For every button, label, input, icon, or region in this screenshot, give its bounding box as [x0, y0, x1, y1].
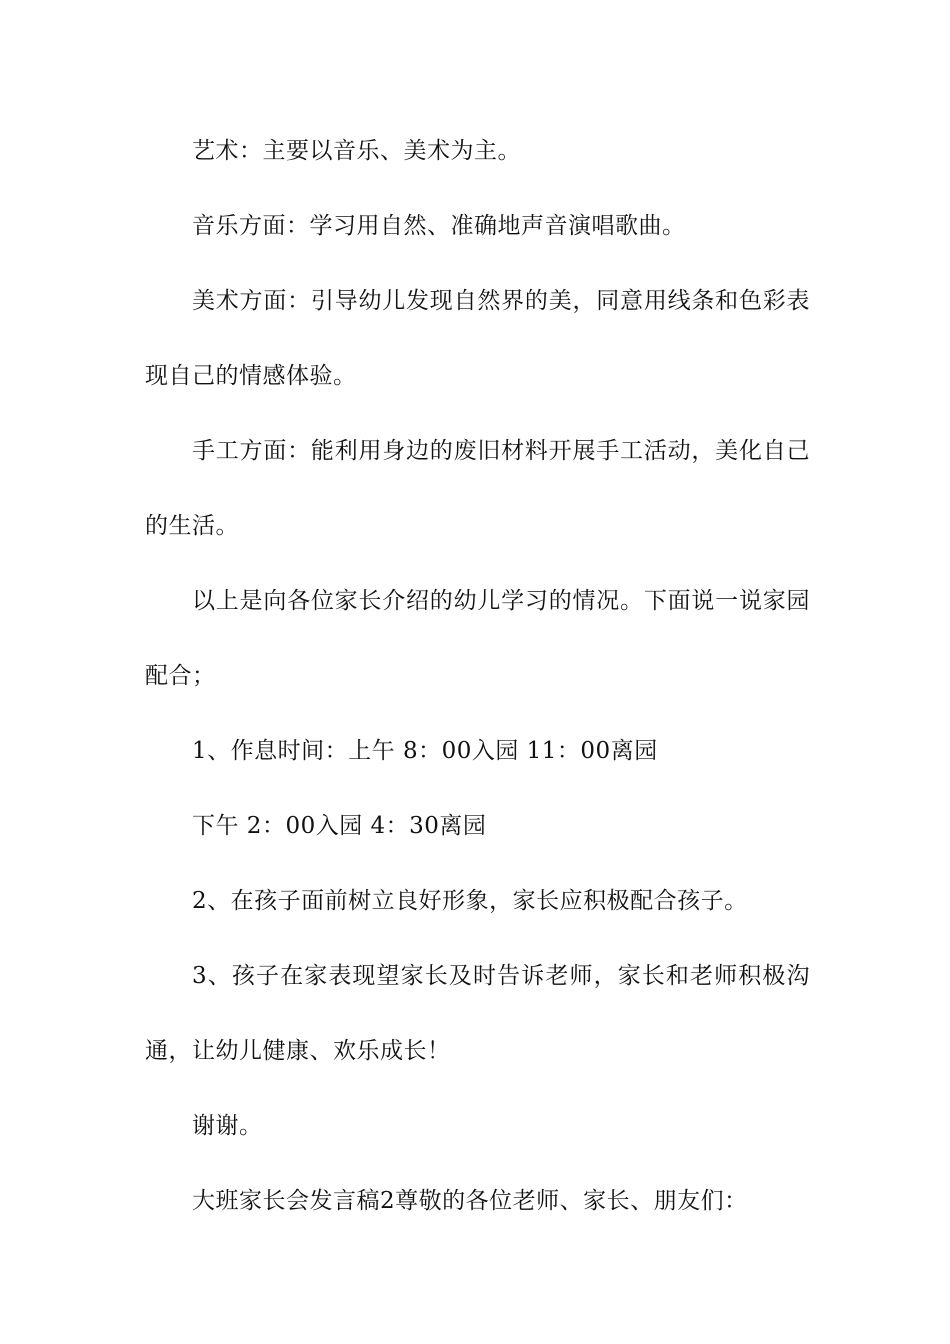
paragraph-speech-2-heading: 大班家长会发言稿2尊敬的各位老师、家长、朋友们：	[192, 1188, 748, 1214]
paragraph-art: 艺术：主要以音乐、美术为主。	[192, 138, 521, 164]
paragraph-handcraft: 手工方面：能利用身边的废旧材料开展手工活动，美化自己的生活。	[145, 438, 810, 539]
paragraph-role-model: 2、在孩子面前树立良好形象，家长应积极配合孩子。	[192, 888, 748, 914]
paragraph-schedule-afternoon: 下午 2：00入园 4：30离园	[192, 813, 487, 839]
paragraph-summary: 以上是向各位家长介绍的幼儿学习的情况。下面说一说家园配合；	[145, 588, 810, 689]
paragraph-music: 音乐方面：学习用自然、准确地声音演唱歌曲。	[192, 213, 686, 239]
paragraph-thanks: 谢谢。	[192, 1113, 263, 1139]
paragraph-communication: 3、孩子在家表现望家长及时告诉老师，家长和老师积极沟通，让幼儿健康、欢乐成长！	[145, 963, 810, 1064]
paragraph-fine-arts: 美术方面：引导幼儿发现自然界的美，同意用线条和色彩表现自己的情感体验。	[145, 288, 810, 389]
paragraph-schedule-morning: 1、作息时间：上午 8：00入园 11：00离园	[192, 738, 658, 764]
